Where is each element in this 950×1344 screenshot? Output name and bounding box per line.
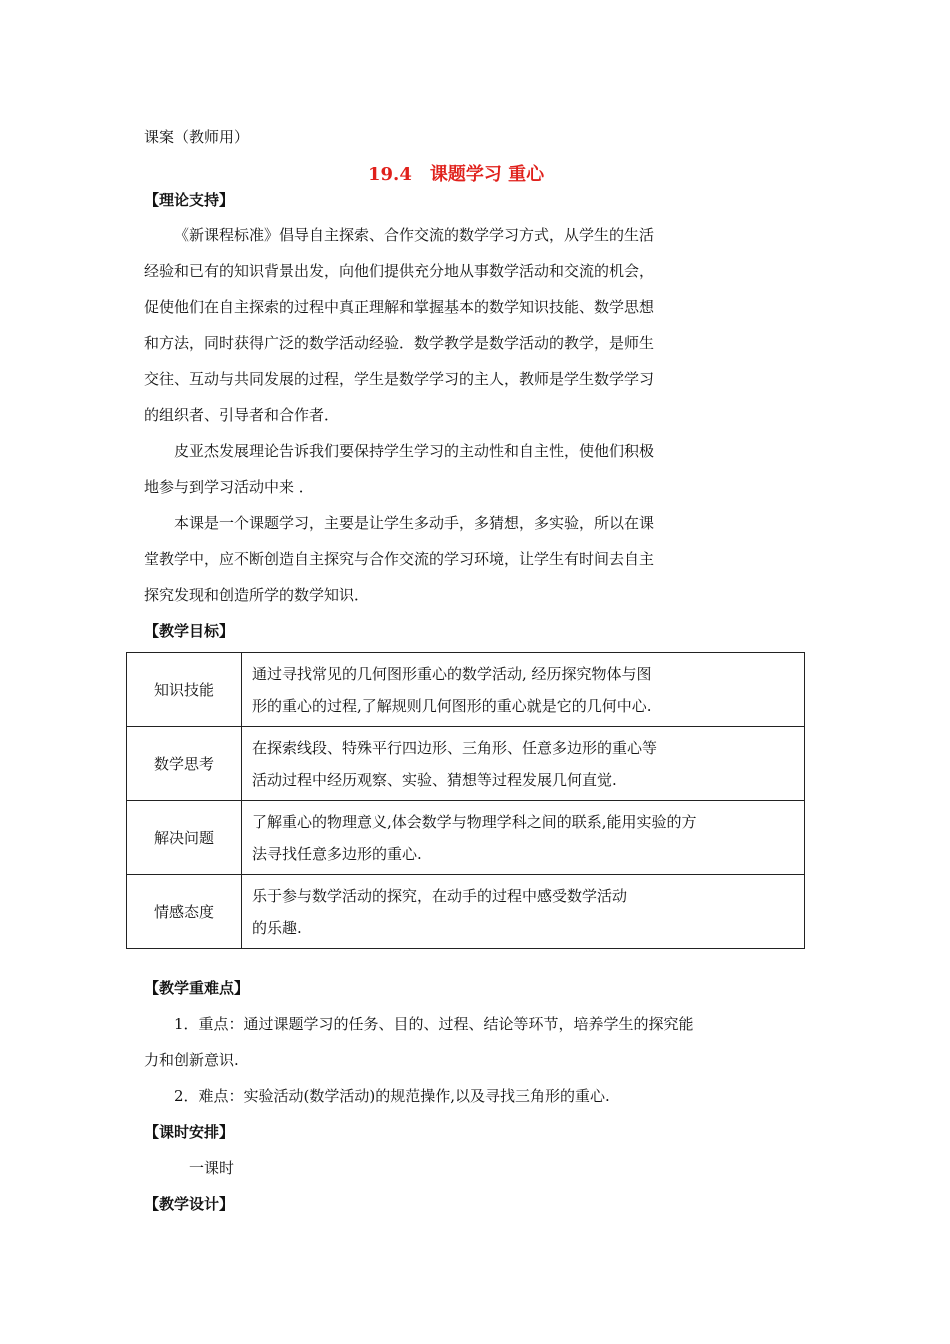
- goal-description: [242, 801, 805, 875]
- key-point-line: 力和创新意识.: [144, 1051, 239, 1069]
- goal-category: 数学思考: [127, 727, 242, 801]
- page-title: 19.4 课题学习 重心: [368, 164, 545, 185]
- theory-line: 经验和已有的知识背景出发，向他们提供充分地从事数学活动和交流的机会，: [144, 262, 655, 280]
- theory-line: 本课是一个课题学习，主要是让学生多动手，多猜想，多实验，所以在课: [174, 514, 655, 532]
- theory-line: 《新课程标准》倡导自主探索、合作交流的数学学习方式，从学生的生活: [174, 226, 655, 244]
- goal-category: 情感态度: [127, 875, 242, 949]
- goal-line: 法寻找任意多边形的重心.: [252, 844, 422, 863]
- goal-category: 解决问题: [127, 801, 242, 875]
- table-row: [127, 727, 805, 801]
- table-row: [127, 875, 805, 949]
- section-heading-key-points: 【教学重难点】: [144, 979, 250, 997]
- section-heading-design: 【教学设计】: [144, 1195, 235, 1213]
- theory-line: 皮亚杰发展理论告诉我们要保持学生学习的主动性和自主性，使他们积极: [174, 442, 655, 460]
- table-row: [127, 653, 805, 727]
- key-point-line: 2．难点：实验活动(数学活动)的规范操作,以及寻找三角形的重心.: [174, 1087, 610, 1105]
- section-heading-theory: 【理论支持】: [144, 191, 235, 209]
- theory-line: 促使他们在自主探索的过程中真正理解和掌握基本的数学知识技能、数学思想: [144, 298, 655, 316]
- goal-line: 通过寻找常见的几何图形重心的数学活动, 经历探究物体与图: [252, 664, 652, 683]
- theory-line: 和方法，同时获得广泛的数学活动经验．数学教学是数学活动的教学，是师生: [144, 334, 655, 352]
- theory-line: 地参与到学习活动中来 ．: [144, 478, 314, 496]
- goal-line: 的乐趣.: [252, 918, 302, 937]
- goal-line: 乐于参与数学活动的探究，在动手的过程中感受数学活动: [252, 886, 628, 905]
- section-heading-schedule: 【课时安排】: [144, 1123, 235, 1141]
- theory-line: 交往、互动与共同发展的过程，学生是数学学习的主人，教师是学生数学学习: [144, 370, 655, 388]
- goal-description: [242, 727, 805, 801]
- goal-line: 活动过程中经历观察、实验、猜想等过程发展几何直觉.: [252, 770, 617, 789]
- section-heading-goals: 【教学目标】: [144, 622, 235, 640]
- theory-line: 的组织者、引导者和合作者．: [144, 406, 340, 424]
- goal-category: 知识技能: [127, 653, 242, 727]
- goal-line: 了解重心的物理意义,体会数学与物理学科之间的联系,能用实验的方: [252, 812, 697, 831]
- goal-description: [242, 875, 805, 949]
- key-point-line: 1．重点：通过课题学习的任务、目的、过程、结论等环节，培养学生的探究能: [174, 1015, 694, 1033]
- goals-table: [126, 652, 805, 949]
- goal-description: [242, 653, 805, 727]
- theory-line: 堂教学中，应不断创造自主探究与合作交流的学习环境，让学生有时间去自主: [144, 550, 655, 568]
- goal-line: 在探索线段、特殊平行四边形、三角形、任意多边形的重心等: [252, 738, 658, 757]
- theory-line: 探究发现和创造所学的数学知识．: [144, 586, 370, 604]
- schedule-value: 一课时: [189, 1159, 235, 1177]
- table-row: [127, 801, 805, 875]
- doc-header: 课案（教师用）: [144, 128, 250, 146]
- goal-line: 形的重心的过程,了解规则几何图形的重心就是它的几何中心.: [252, 696, 652, 715]
